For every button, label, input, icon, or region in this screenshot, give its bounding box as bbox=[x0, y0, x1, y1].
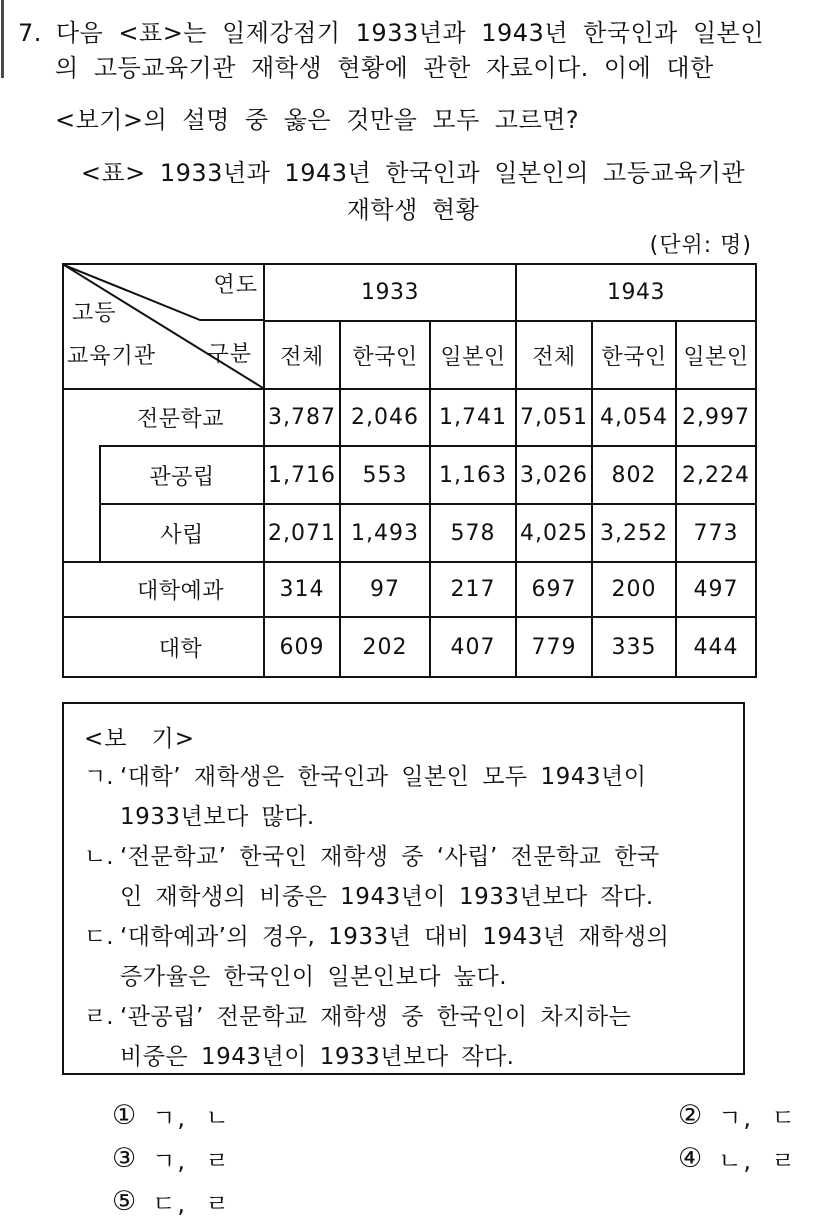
page-margin-line bbox=[1, 0, 4, 78]
corner-label-year: 연도 bbox=[213, 273, 258, 298]
option-5[interactable] bbox=[112, 1184, 231, 1219]
option-3[interactable] bbox=[112, 1141, 231, 1176]
bogi-item-d bbox=[84, 917, 731, 997]
option-4-number: ④ bbox=[678, 1143, 703, 1174]
table-cell: 1,716 bbox=[263, 445, 339, 503]
table-cell: 335 bbox=[591, 616, 675, 676]
table-cell: 2,046 bbox=[339, 388, 429, 445]
option-5-text: ㄷ, ㄹ bbox=[152, 1190, 231, 1218]
table-cell: 7,051 bbox=[515, 388, 591, 445]
table-cell: 2,071 bbox=[263, 503, 339, 561]
table-cell: 217 bbox=[429, 561, 515, 616]
bogi-marker: ㄴ. bbox=[84, 844, 114, 870]
table-title-line-1: <표> 1933년과 1943년 한국인과 일본인의 고등교육기관 bbox=[80, 159, 746, 187]
option-2-text: ㄱ, ㄷ bbox=[718, 1104, 797, 1132]
row-label-indented: 관공립 bbox=[99, 445, 263, 503]
year-header-1943: 1943 bbox=[515, 265, 755, 320]
unit-label: (단위: 명) bbox=[649, 233, 752, 258]
column-header: 일본인 bbox=[675, 320, 755, 388]
table-cell: 553 bbox=[339, 445, 429, 503]
bogi-item-d-line-2: 증가율은 한국인이 일본인보다 높다. bbox=[120, 964, 508, 990]
table-cell: 444 bbox=[675, 616, 755, 676]
bogi-item-g bbox=[84, 757, 731, 837]
bogi-item-g-line-1: ‘대학’ 재학생은 한국인과 일본인 모두 1943년이 bbox=[120, 764, 647, 790]
bogi-item-r-line-2: 비중은 1943년이 1933년보다 작다. bbox=[120, 1044, 515, 1070]
table-cell: 3,252 bbox=[591, 503, 675, 561]
column-header: 한국인 bbox=[339, 320, 429, 388]
column-header: 일본인 bbox=[429, 320, 515, 388]
bogi-item-g-line-2: 1933년보다 많다. bbox=[120, 804, 315, 830]
data-table bbox=[62, 263, 757, 678]
corner-label-institution: 교육기관 bbox=[67, 344, 157, 369]
bogi-item-d-line-1: ‘대학예과’의 경우, 1933년 대비 1943년 재학생의 bbox=[120, 924, 670, 950]
bogi-item-r bbox=[84, 997, 731, 1077]
row-label: 대학 bbox=[64, 616, 263, 676]
bogi-marker: ㄷ. bbox=[84, 924, 114, 950]
bogi-item-n-line-1: ‘전문학교’ 한국인 재학생 중 ‘사립’ 전문학교 한국 bbox=[120, 844, 660, 870]
option-3-text: ㄱ, ㄹ bbox=[152, 1147, 231, 1175]
option-4[interactable] bbox=[678, 1141, 797, 1176]
table-cell: 697 bbox=[515, 561, 591, 616]
row-label-indented: 사립 bbox=[99, 503, 263, 561]
option-2-number: ② bbox=[678, 1100, 703, 1131]
bogi-item-n bbox=[84, 837, 731, 917]
option-1-number: ① bbox=[112, 1100, 137, 1131]
question-line-3: <보기>의 설명 중 옳은 것만을 모두 고르면? bbox=[55, 106, 580, 134]
table-cell: 2,224 bbox=[675, 445, 755, 503]
row-label: 대학예과 bbox=[64, 561, 263, 616]
option-2[interactable] bbox=[678, 1098, 797, 1133]
table-cell: 2,997 bbox=[675, 388, 755, 445]
table-cell: 202 bbox=[339, 616, 429, 676]
bogi-item-n-line-2: 인 재학생의 비중은 1943년이 1933년보다 작다. bbox=[120, 884, 654, 910]
bogi-marker: ㄱ. bbox=[84, 764, 114, 790]
table-cell: 578 bbox=[429, 503, 515, 561]
option-3-number: ③ bbox=[112, 1143, 137, 1174]
year-header-1933: 1933 bbox=[263, 265, 515, 320]
table-cell: 4,054 bbox=[591, 388, 675, 445]
option-4-text: ㄴ, ㄹ bbox=[718, 1147, 797, 1175]
table-cell: 314 bbox=[263, 561, 339, 616]
table-cell: 497 bbox=[675, 561, 755, 616]
option-5-number: ⑤ bbox=[112, 1186, 137, 1217]
table-cell: 407 bbox=[429, 616, 515, 676]
question-number: 7. bbox=[18, 19, 42, 47]
table-cell: 1,163 bbox=[429, 445, 515, 503]
table-title-line-2: 재학생 현황 bbox=[346, 196, 480, 224]
table-cell: 3,787 bbox=[263, 388, 339, 445]
table-cell: 773 bbox=[675, 503, 755, 561]
table-cell: 1,741 bbox=[429, 388, 515, 445]
corner-header-cell bbox=[64, 265, 263, 388]
table-cell: 4,025 bbox=[515, 503, 591, 561]
column-header: 전체 bbox=[263, 320, 339, 388]
bogi-title: <보 기> bbox=[84, 725, 195, 752]
column-header: 전체 bbox=[515, 320, 591, 388]
column-header: 한국인 bbox=[591, 320, 675, 388]
option-1-text: ㄱ, ㄴ bbox=[152, 1104, 231, 1132]
table-cell: 97 bbox=[339, 561, 429, 616]
table-cell: 1,493 bbox=[339, 503, 429, 561]
option-1[interactable] bbox=[112, 1098, 231, 1133]
corner-label-category: 구분 bbox=[207, 342, 252, 367]
table-cell: 802 bbox=[591, 445, 675, 503]
corner-label-godeung: 고등 bbox=[72, 301, 117, 326]
indent-strip bbox=[64, 445, 99, 561]
bogi-box bbox=[62, 702, 745, 1075]
table-cell: 779 bbox=[515, 616, 591, 676]
question-text-1: 다음 <표>는 일제강점기 1933년과 1943년 한국인과 일본인 bbox=[55, 19, 765, 47]
table-cell: 200 bbox=[591, 561, 675, 616]
row-label: 전문학교 bbox=[64, 388, 263, 445]
table-cell: 609 bbox=[263, 616, 339, 676]
table-cell: 3,026 bbox=[515, 445, 591, 503]
bogi-item-r-line-1: ‘관공립’ 전문학교 재학생 중 한국인이 차지하는 bbox=[120, 1004, 632, 1030]
question-line-1 bbox=[18, 13, 764, 48]
bogi-marker: ㄹ. bbox=[84, 1004, 114, 1030]
question-line-2: 의 고등교육기관 재학생 현황에 관한 자료이다. 이에 대한 bbox=[55, 54, 714, 82]
